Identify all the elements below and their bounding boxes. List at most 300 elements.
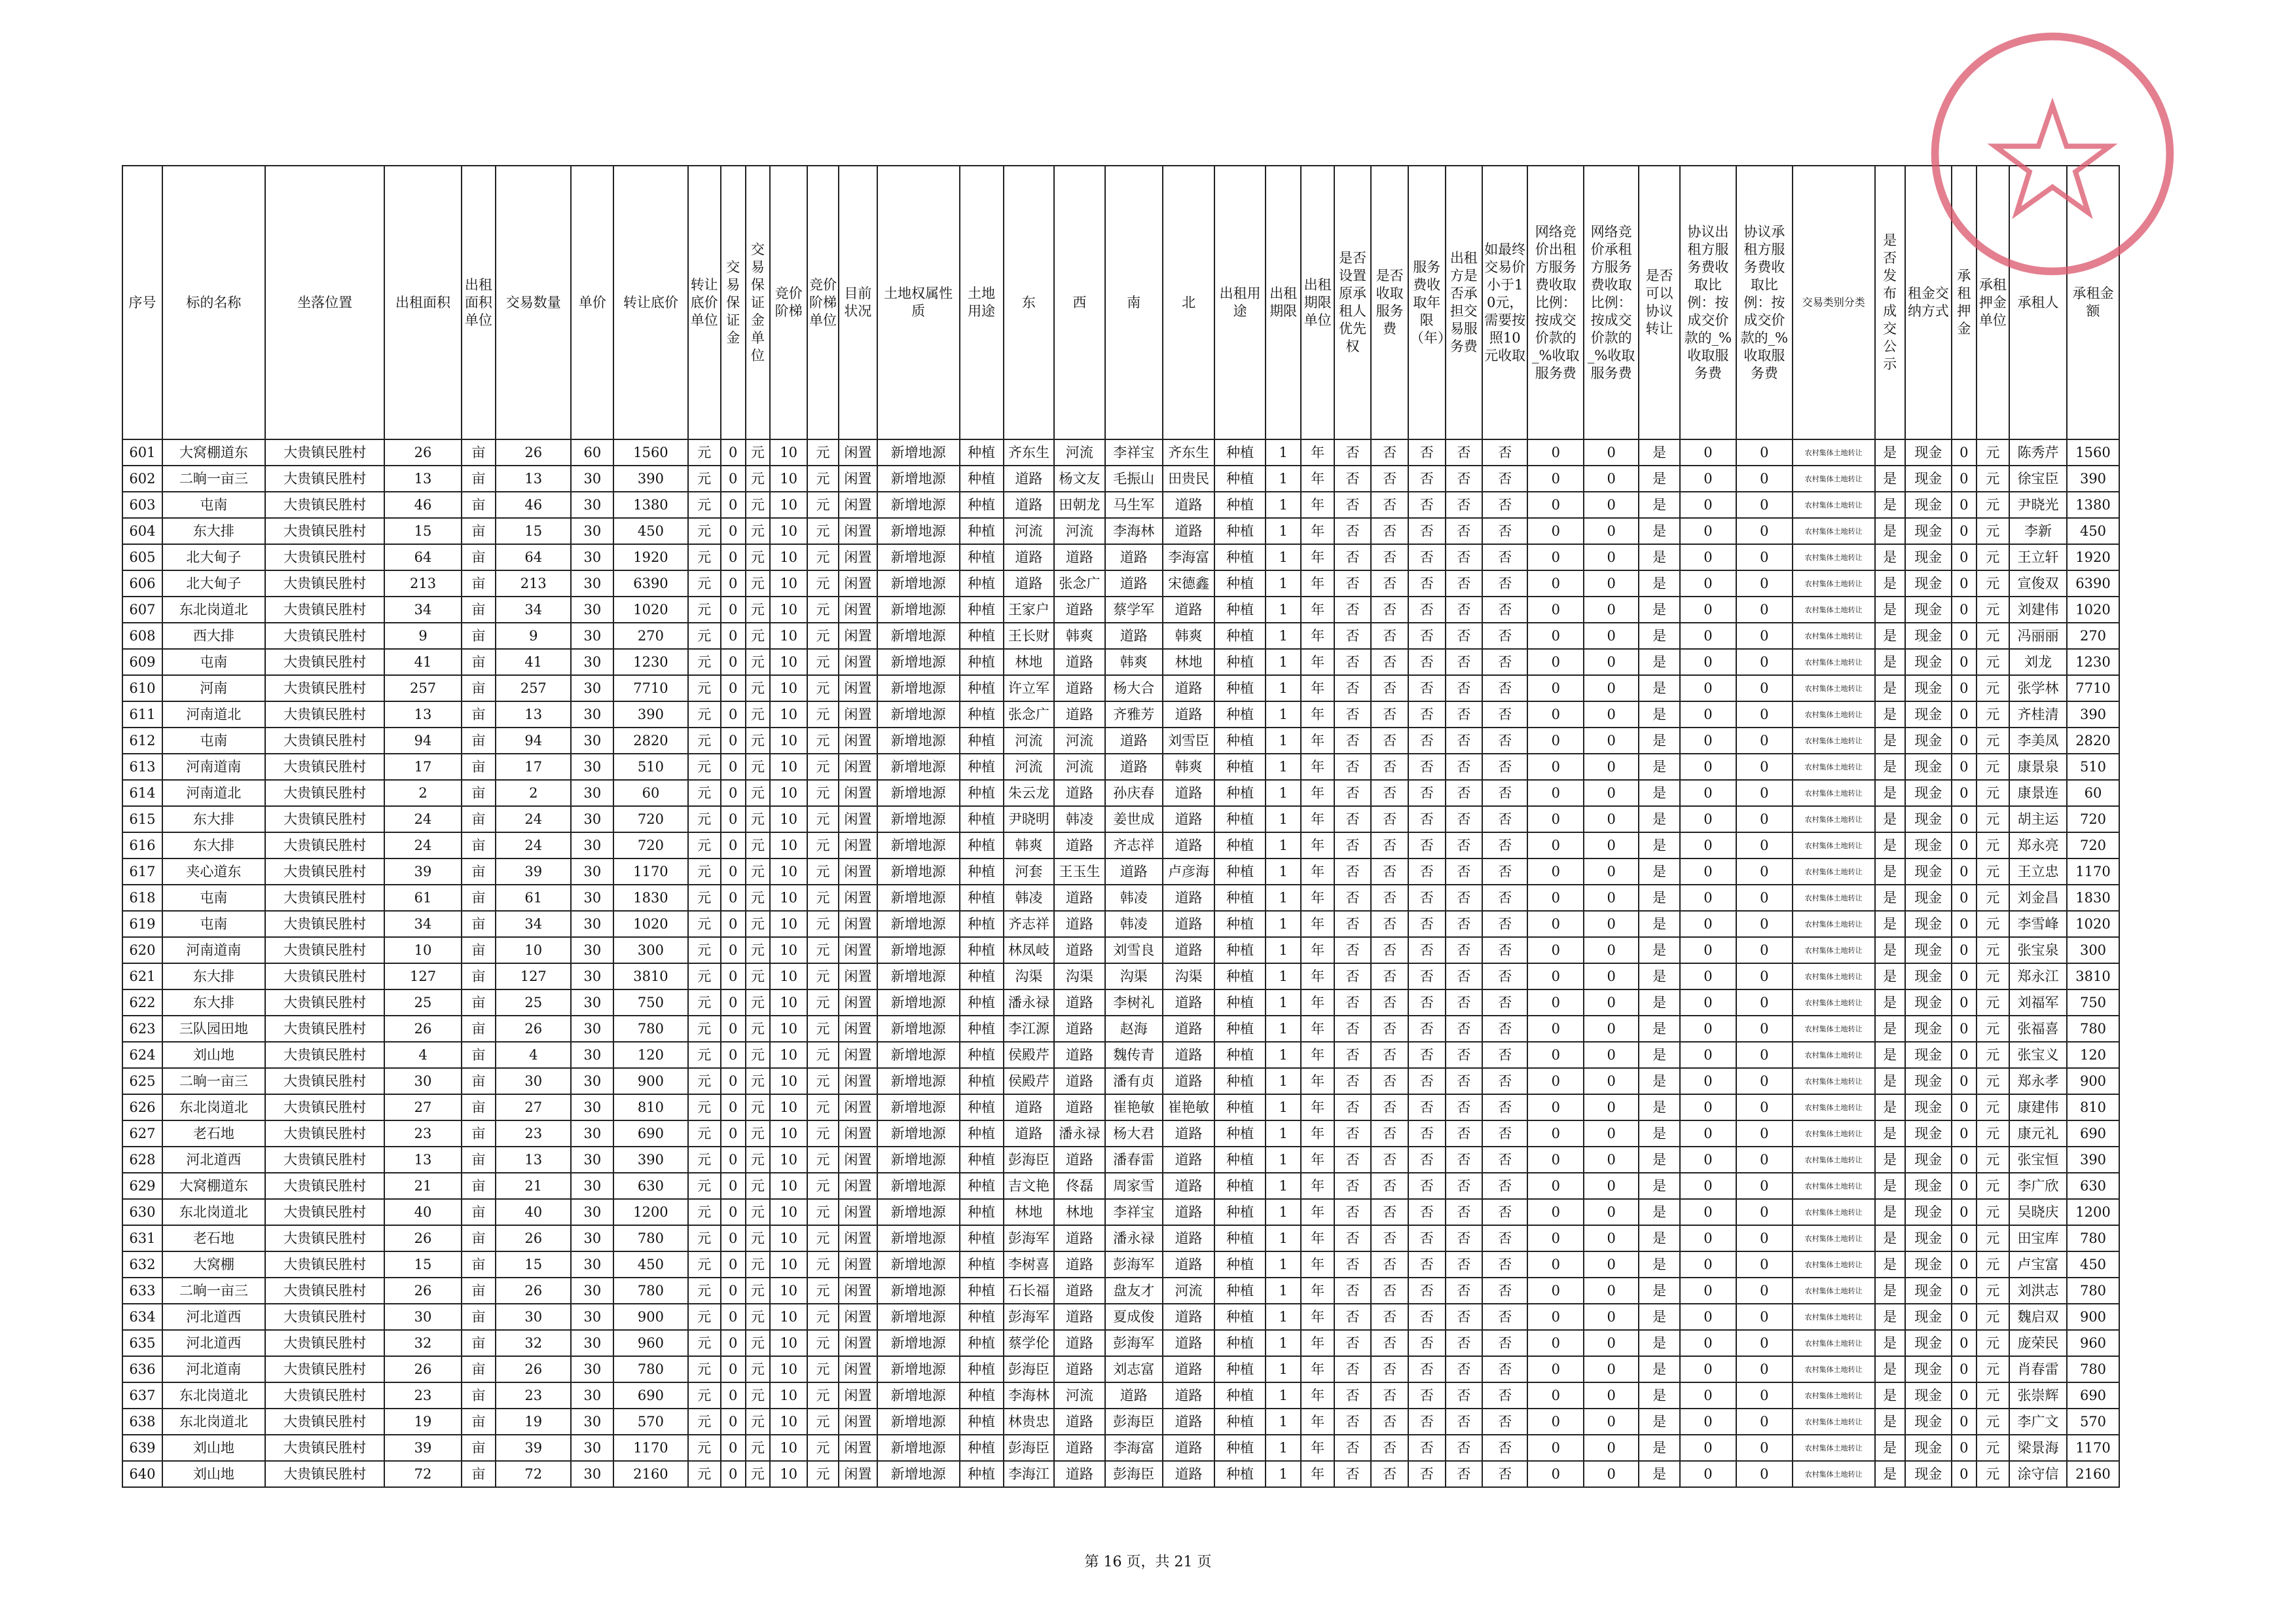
table-cell: 否	[1334, 701, 1372, 728]
table-cell: 农村集体土地转让	[1793, 518, 1875, 544]
table-cell: 0	[1584, 1120, 1639, 1147]
table-cell: 彭海臣	[1004, 1435, 1055, 1461]
table-cell: 农村集体土地转让	[1793, 1461, 1875, 1487]
table-cell: 否	[1446, 963, 1483, 989]
table-cell: 元	[1977, 1120, 2009, 1147]
table-cell: 10	[770, 832, 807, 858]
table-cell: 0	[1952, 1042, 1977, 1068]
table-cell: 30	[571, 675, 613, 701]
table-cell: 否	[1446, 1409, 1483, 1435]
table-cell: 种植	[1214, 885, 1266, 911]
table-cell: 1	[1266, 570, 1302, 597]
table-cell: 否	[1446, 780, 1483, 806]
table-cell: 30	[571, 1330, 613, 1356]
table-cell: 否	[1371, 937, 1408, 963]
table-cell: 河流	[1054, 1382, 1105, 1409]
table-cell: 大贵镇民胜村	[265, 649, 384, 675]
table-cell: 0	[1952, 1120, 1977, 1147]
table-cell: 0	[1736, 466, 1793, 492]
table-cell: 是	[1875, 754, 1905, 780]
table-cell: 1	[1266, 1199, 1302, 1225]
table-cell: 韩凌	[1004, 885, 1055, 911]
table-cell: 30	[571, 1068, 613, 1094]
table-cell: 张宝泉	[2009, 937, 2067, 963]
table-cell: 0	[1680, 570, 1736, 597]
table-cell: 张福喜	[2009, 1016, 2067, 1042]
table-cell: 270	[2067, 623, 2119, 649]
table-cell: 0	[1952, 728, 1977, 754]
table-cell: 否	[1371, 570, 1408, 597]
table-cell: 大贵镇民胜村	[265, 989, 384, 1016]
table-cell: 道路	[1163, 780, 1215, 806]
table-cell: 大贵镇民胜村	[265, 780, 384, 806]
table-cell: 26	[384, 439, 461, 466]
table-cell: 是	[1639, 989, 1680, 1016]
table-cell: 0	[721, 518, 746, 544]
table-cell: 0	[1527, 675, 1584, 701]
table-cell: 河流	[1054, 754, 1105, 780]
table-cell: 是	[1875, 1435, 1905, 1461]
table-cell: 0	[1527, 832, 1584, 858]
table-cell: 0	[1527, 911, 1584, 937]
table-cell: 卢宝富	[2009, 1251, 2067, 1278]
table-cell: 元	[688, 649, 721, 675]
table-cell: 农村集体土地转让	[1793, 885, 1875, 911]
table-cell: 元	[688, 728, 721, 754]
table-cell: 道路	[1163, 1382, 1215, 1409]
table-cell: 0	[1527, 1147, 1584, 1173]
table-cell: 河南道北	[162, 780, 265, 806]
table-cell: 元	[807, 544, 839, 570]
table-cell: 种植	[960, 1120, 1004, 1147]
table-cell: 630	[122, 1199, 162, 1225]
table-cell: 810	[613, 1094, 687, 1120]
table-cell: 王立忠	[2009, 858, 2067, 885]
table-cell: 年	[1301, 1042, 1334, 1068]
table-cell: 10	[770, 989, 807, 1016]
table-cell: 老石地	[162, 1225, 265, 1251]
table-cell: 农村集体土地转让	[1793, 1278, 1875, 1304]
table-cell: 现金	[1905, 832, 1952, 858]
table-cell: 否	[1371, 1356, 1408, 1382]
table-cell: 0	[1680, 544, 1736, 570]
table-cell: 年	[1301, 439, 1334, 466]
table-cell: 种植	[1214, 1356, 1266, 1382]
table-cell: 0	[1680, 649, 1736, 675]
table-cell: 元	[807, 937, 839, 963]
table-row	[122, 701, 2119, 728]
table-cell: 道路	[1054, 911, 1105, 937]
table-cell: 0	[1527, 963, 1584, 989]
table-cell: 现金	[1905, 1356, 1952, 1382]
table-cell: 否	[1371, 544, 1408, 570]
table-cell: 是	[1875, 780, 1905, 806]
table-cell: 32	[384, 1330, 461, 1356]
table-cell: 元	[1977, 439, 2009, 466]
table-cell: 是	[1639, 937, 1680, 963]
table-cell: 亩	[462, 806, 496, 832]
table-cell: 30	[571, 832, 613, 858]
table-cell: 大贵镇民胜村	[265, 806, 384, 832]
table-cell: 元	[1977, 1225, 2009, 1251]
table-cell: 21	[496, 1173, 571, 1199]
table-cell: 新增地源	[877, 649, 960, 675]
table-cell: 道路	[1163, 1225, 1215, 1251]
table-cell: 大窝棚	[162, 1251, 265, 1278]
table-cell: 否	[1371, 439, 1408, 466]
table-cell: 元	[807, 1382, 839, 1409]
table-cell: 否	[1446, 1147, 1483, 1173]
table-cell: 0	[1736, 675, 1793, 701]
table-cell: 否	[1446, 728, 1483, 754]
table-cell: 390	[613, 701, 687, 728]
column-header: 出租期限单位	[1301, 166, 1334, 439]
table-cell: 农村集体土地转让	[1793, 1173, 1875, 1199]
table-cell: 是	[1639, 1461, 1680, 1487]
table-cell: 0	[1736, 1173, 1793, 1199]
table-cell: 否	[1482, 806, 1527, 832]
table-cell: 0	[721, 1042, 746, 1068]
table-cell: 1	[1266, 1382, 1302, 1409]
table-cell: 0	[721, 544, 746, 570]
table-cell: 林地	[1004, 649, 1055, 675]
table-cell: 元	[746, 911, 771, 937]
table-cell: 0	[721, 623, 746, 649]
table-cell: 是	[1875, 885, 1905, 911]
table-cell: 否	[1482, 1304, 1527, 1330]
table-cell: 元	[746, 937, 771, 963]
table-cell: 新增地源	[877, 1251, 960, 1278]
table-cell: 闲置	[839, 439, 877, 466]
table-cell: 元	[807, 858, 839, 885]
table-cell: 现金	[1905, 1173, 1952, 1199]
table-cell: 否	[1482, 492, 1527, 518]
table-cell: 0	[1736, 832, 1793, 858]
table-cell: 种植	[960, 544, 1004, 570]
table-cell: 年	[1301, 1068, 1334, 1094]
table-cell: 是	[1639, 597, 1680, 623]
table-cell: 亩	[462, 1382, 496, 1409]
table-cell: 李祥宝	[1105, 439, 1163, 466]
table-cell: 大贵镇民胜村	[265, 728, 384, 754]
table-cell: 1170	[613, 858, 687, 885]
table-cell: 齐桂清	[2009, 701, 2067, 728]
column-header: 单价	[571, 166, 613, 439]
table-cell: 三队园田地	[162, 1016, 265, 1042]
table-cell: 否	[1334, 1199, 1372, 1225]
table-cell: 否	[1408, 858, 1446, 885]
table-cell: 1920	[2067, 544, 2119, 570]
table-cell: 是	[1639, 466, 1680, 492]
table-cell: 1	[1266, 754, 1302, 780]
table-cell: 东大排	[162, 832, 265, 858]
table-cell: 720	[2067, 832, 2119, 858]
table-cell: 现金	[1905, 780, 1952, 806]
table-cell: 0	[1680, 885, 1736, 911]
table-cell: 30	[571, 1173, 613, 1199]
table-cell: 0	[1736, 963, 1793, 989]
table-cell: 30	[571, 754, 613, 780]
table-cell: 0	[1680, 1435, 1736, 1461]
table-cell: 否	[1408, 544, 1446, 570]
table-row	[122, 1094, 2119, 1120]
table-cell: 1	[1266, 623, 1302, 649]
table-cell: 627	[122, 1120, 162, 1147]
table-cell: 种植	[960, 1147, 1004, 1173]
table-cell: 夏成俊	[1105, 1304, 1163, 1330]
table-cell: 是	[1875, 623, 1905, 649]
table-cell: 大贵镇民胜村	[265, 1330, 384, 1356]
table-cell: 26	[496, 1016, 571, 1042]
table-cell: 0	[1584, 1409, 1639, 1435]
table-cell: 0	[1736, 1278, 1793, 1304]
table-row	[122, 1225, 2119, 1251]
table-cell: 0	[721, 1278, 746, 1304]
table-cell: 河北道西	[162, 1330, 265, 1356]
table-cell: 0	[1680, 858, 1736, 885]
table-cell: 亩	[462, 1330, 496, 1356]
table-cell: 127	[496, 963, 571, 989]
table-cell: 农村集体土地转让	[1793, 911, 1875, 937]
table-cell: 河流	[1004, 754, 1055, 780]
table-cell: 闲置	[839, 1042, 877, 1068]
table-cell: 彭海军	[1105, 1251, 1163, 1278]
table-cell: 23	[384, 1120, 461, 1147]
table-cell: 否	[1482, 1461, 1527, 1487]
table-cell: 新增地源	[877, 937, 960, 963]
table-cell: 1	[1266, 1173, 1302, 1199]
table-cell: 否	[1482, 597, 1527, 623]
table-cell: 631	[122, 1225, 162, 1251]
table-cell: 0	[1736, 649, 1793, 675]
table-cell: 611	[122, 701, 162, 728]
table-cell: 农村集体土地转让	[1793, 649, 1875, 675]
table-cell: 元	[688, 439, 721, 466]
table-cell: 闲置	[839, 1278, 877, 1304]
table-cell: 0	[1952, 466, 1977, 492]
table-cell: 否	[1334, 1094, 1372, 1120]
table-cell: 彭海臣	[1105, 1409, 1163, 1435]
table-cell: 王家户	[1004, 597, 1055, 623]
table-cell: 是	[1639, 1042, 1680, 1068]
table-cell: 张宝恒	[2009, 1147, 2067, 1173]
table-cell: 年	[1301, 1016, 1334, 1042]
table-cell: 23	[496, 1120, 571, 1147]
table-cell: 0	[1527, 1225, 1584, 1251]
column-header: 土地用途	[960, 166, 1004, 439]
table-cell: 道路	[1163, 675, 1215, 701]
table-cell: 新增地源	[877, 1356, 960, 1382]
table-cell: 否	[1408, 675, 1446, 701]
table-cell: 亩	[462, 1409, 496, 1435]
table-cell: 是	[1639, 1330, 1680, 1356]
table-cell: 现金	[1905, 963, 1952, 989]
table-cell: 否	[1334, 466, 1372, 492]
table-cell: 10	[770, 911, 807, 937]
table-cell: 否	[1408, 1356, 1446, 1382]
table-cell: 是	[1875, 806, 1905, 832]
table-cell: 元	[746, 1094, 771, 1120]
table-cell: 元	[1977, 1278, 2009, 1304]
table-cell: 否	[1334, 1042, 1372, 1068]
table-cell: 否	[1446, 911, 1483, 937]
table-cell: 30	[571, 1225, 613, 1251]
table-cell: 元	[1977, 570, 2009, 597]
table-cell: 元	[807, 728, 839, 754]
table-cell: 农村集体土地转让	[1793, 1435, 1875, 1461]
table-cell: 否	[1408, 963, 1446, 989]
table-cell: 李海林	[1004, 1382, 1055, 1409]
table-cell: 0	[721, 439, 746, 466]
table-cell: 新增地源	[877, 1225, 960, 1251]
table-cell: 1	[1266, 1278, 1302, 1304]
table-cell: 0	[1584, 963, 1639, 989]
table-cell: 否	[1482, 1042, 1527, 1068]
table-cell: 否	[1482, 780, 1527, 806]
table-cell: 种植	[960, 701, 1004, 728]
table-cell: 亩	[462, 1173, 496, 1199]
column-header: 承租人	[2009, 166, 2067, 439]
table-cell: 1020	[2067, 911, 2119, 937]
table-cell: 630	[613, 1173, 687, 1199]
table-cell: 魏启双	[2009, 1304, 2067, 1330]
table-cell: 元	[807, 1330, 839, 1356]
table-cell: 新增地源	[877, 1461, 960, 1487]
table-cell: 10	[770, 439, 807, 466]
table-cell: 否	[1408, 492, 1446, 518]
table-cell: 0	[721, 1304, 746, 1330]
table-cell: 元	[746, 439, 771, 466]
table-cell: 是	[1875, 544, 1905, 570]
table-cell: 亩	[462, 518, 496, 544]
table-cell: 1	[1266, 806, 1302, 832]
table-cell: 元	[807, 911, 839, 937]
table-cell: 种植	[1214, 806, 1266, 832]
table-row	[122, 1278, 2119, 1304]
column-header: 交易保证金单位	[746, 166, 771, 439]
table-cell: 闲置	[839, 544, 877, 570]
table-cell: 郑永江	[2009, 963, 2067, 989]
table-cell: 0	[721, 911, 746, 937]
table-cell: 0	[1527, 466, 1584, 492]
table-cell: 否	[1334, 439, 1372, 466]
table-cell: 否	[1334, 858, 1372, 885]
table-cell: 450	[613, 1251, 687, 1278]
table-cell: 大贵镇民胜村	[265, 1304, 384, 1330]
table-cell: 0	[1680, 439, 1736, 466]
table-cell: 否	[1371, 728, 1408, 754]
table-cell: 种植	[1214, 492, 1266, 518]
table-cell: 4	[384, 1042, 461, 1068]
table-cell: 道路	[1163, 1435, 1215, 1461]
table-cell: 0	[1952, 832, 1977, 858]
table-cell: 河北道南	[162, 1356, 265, 1382]
table-cell: 元	[807, 1094, 839, 1120]
table-cell: 闲置	[839, 1356, 877, 1382]
table-cell: 元	[1977, 1094, 2009, 1120]
table-cell: 0	[1680, 1409, 1736, 1435]
table-cell: 道路	[1054, 1016, 1105, 1042]
table-cell: 元	[746, 1147, 771, 1173]
table-cell: 现金	[1905, 728, 1952, 754]
table-cell: 0	[721, 649, 746, 675]
table-cell: 1	[1266, 492, 1302, 518]
table-cell: 种植	[1214, 1120, 1266, 1147]
table-cell: 0	[1527, 1199, 1584, 1225]
table-cell: 大贵镇民胜村	[265, 701, 384, 728]
table-cell: 毛振山	[1105, 466, 1163, 492]
table-cell: 39	[384, 858, 461, 885]
table-cell: 马生军	[1105, 492, 1163, 518]
column-header: 承租押金	[1952, 166, 1977, 439]
table-cell: 种植	[960, 1382, 1004, 1409]
table-cell: 1	[1266, 701, 1302, 728]
table-cell: 年	[1301, 1409, 1334, 1435]
table-cell: 道路	[1163, 1330, 1215, 1356]
table-cell: 否	[1408, 1304, 1446, 1330]
table-cell: 30	[571, 728, 613, 754]
table-cell: 否	[1371, 1278, 1408, 1304]
table-cell: 道路	[1163, 518, 1215, 544]
table-cell: 卢彦海	[1163, 858, 1215, 885]
table-cell: 种植	[960, 1016, 1004, 1042]
table-cell: 10	[770, 597, 807, 623]
table-cell: 0	[1952, 1278, 1977, 1304]
table-cell: 东大排	[162, 806, 265, 832]
table-cell: 元	[746, 492, 771, 518]
table-cell: 大贵镇民胜村	[265, 597, 384, 623]
table-cell: 是	[1639, 518, 1680, 544]
table-cell: 否	[1482, 1147, 1527, 1173]
table-cell: 1	[1266, 466, 1302, 492]
table-cell: 种植	[960, 1042, 1004, 1068]
table-cell: 是	[1639, 1120, 1680, 1147]
table-row	[122, 1461, 2119, 1487]
table-cell: 否	[1334, 1461, 1372, 1487]
table-cell: 1	[1266, 649, 1302, 675]
table-cell: 新增地源	[877, 832, 960, 858]
table-cell: 闲置	[839, 570, 877, 597]
table-cell: 10	[770, 1094, 807, 1120]
table-cell: 种植	[1214, 832, 1266, 858]
table-cell: 7710	[613, 675, 687, 701]
table-cell: 元	[807, 466, 839, 492]
table-cell: 否	[1446, 1330, 1483, 1356]
table-cell: 亩	[462, 1068, 496, 1094]
table-cell: 10	[770, 701, 807, 728]
table-cell: 否	[1408, 1278, 1446, 1304]
table-cell: 30	[571, 1094, 613, 1120]
table-cell: 元	[746, 1409, 771, 1435]
table-cell: 农村集体土地转让	[1793, 1120, 1875, 1147]
table-cell: 韩凌	[1105, 911, 1163, 937]
table-cell: 亩	[462, 1461, 496, 1487]
table-cell: 0	[1736, 780, 1793, 806]
table-cell: 否	[1334, 1068, 1372, 1094]
table-cell: 30	[571, 1461, 613, 1487]
table-cell: 10	[770, 754, 807, 780]
table-row	[122, 1330, 2119, 1356]
table-cell: 种植	[960, 832, 1004, 858]
table-cell: 闲置	[839, 1435, 877, 1461]
table-cell: 彭海臣	[1004, 1356, 1055, 1382]
table-cell: 种植	[1214, 544, 1266, 570]
table-cell: 620	[122, 937, 162, 963]
table-cell: 亩	[462, 858, 496, 885]
table-cell: 1	[1266, 544, 1302, 570]
table-cell: 15	[384, 1251, 461, 1278]
table-cell: 元	[746, 1435, 771, 1461]
